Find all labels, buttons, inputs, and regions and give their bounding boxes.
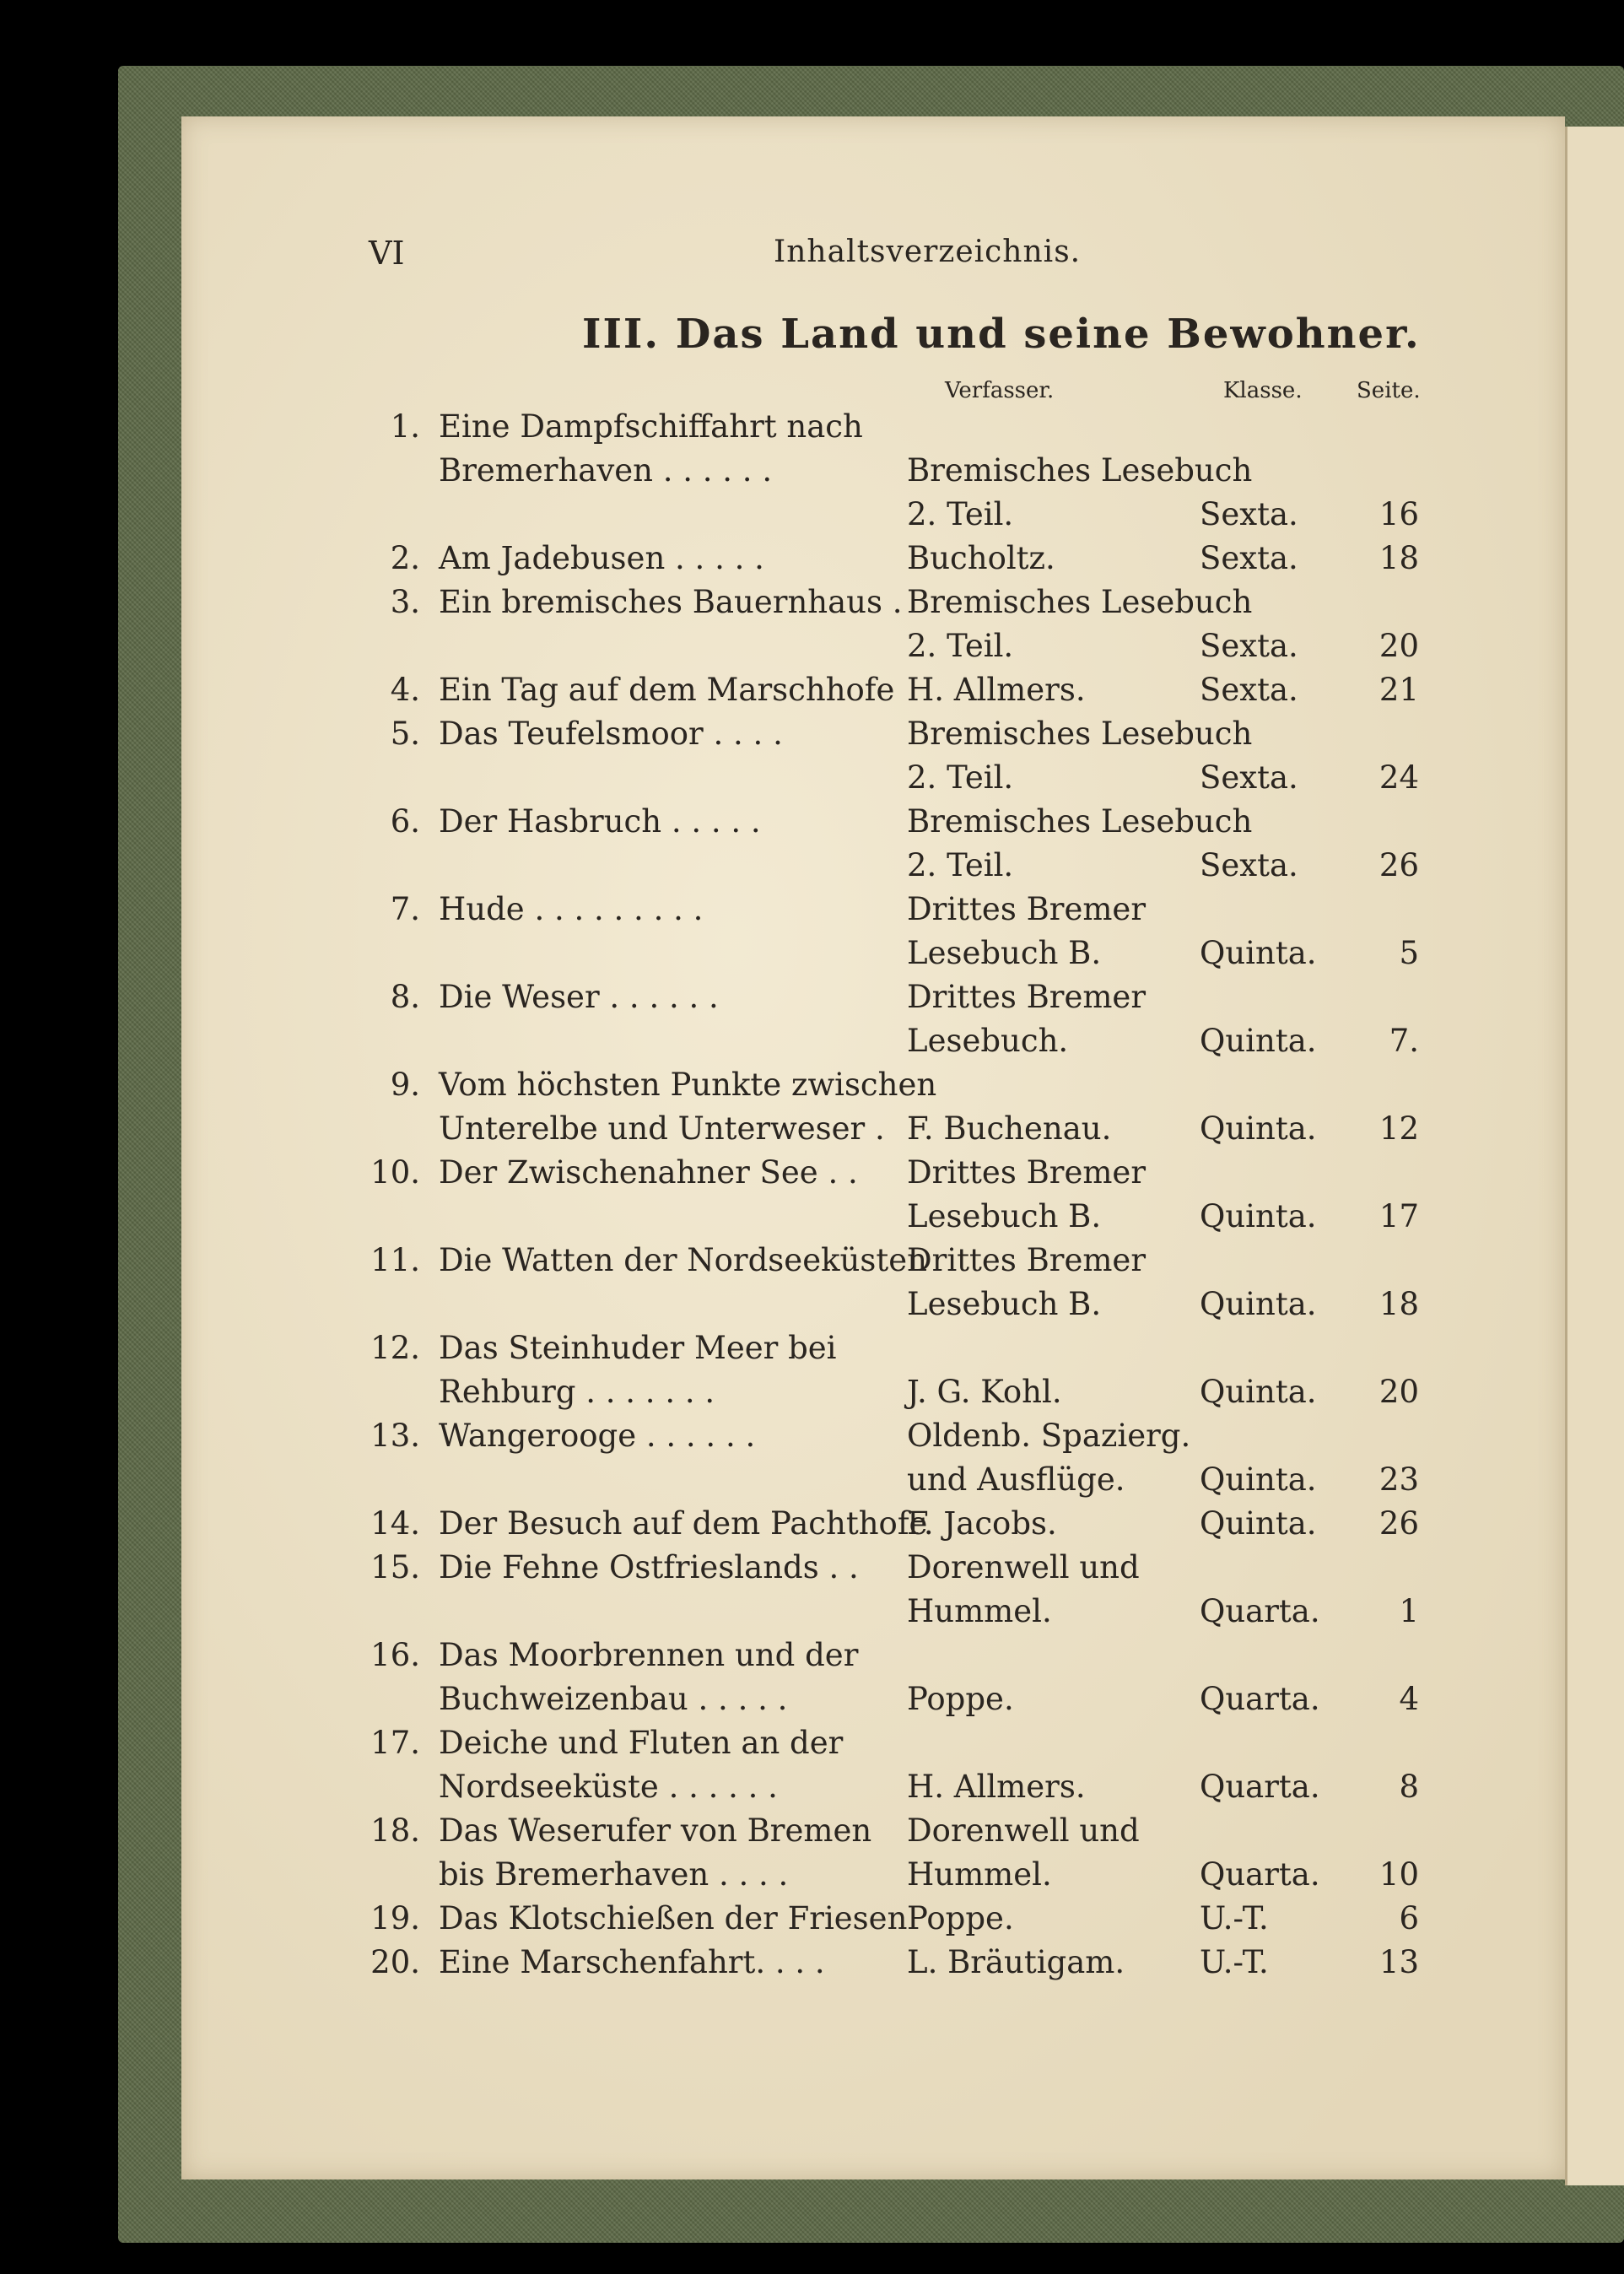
entry-number: 17. (370, 1725, 420, 1761)
entry-title: Der Hasbruch . . . . . (439, 803, 761, 840)
entry-author: H. Allmers. (907, 672, 1086, 708)
entry-number: 19. (370, 1900, 420, 1936)
entry-number: 12. (370, 1330, 420, 1366)
entry-page: 7. (1389, 1023, 1419, 1059)
entry-author: Oldenb. Spazierg. (907, 1418, 1191, 1454)
entry-number: 7. (390, 891, 420, 927)
entry-page: 10 (1379, 1856, 1419, 1893)
entry-title: Eine Marschenfahrt. . . . (439, 1944, 825, 1980)
entry-title: Am Jadebusen . . . . . (439, 540, 764, 576)
entry-page: 21 (1379, 672, 1419, 708)
entry-class: Quarta. (1200, 1856, 1320, 1893)
running-head: Inhaltsverzeichnis. (774, 235, 1082, 269)
entry-author: Poppe. (907, 1681, 1014, 1717)
page-number: VI (369, 235, 405, 272)
entry-page: 20 (1379, 1374, 1419, 1410)
entry-author: Dorenwell und (907, 1812, 1140, 1849)
entry-author: Poppe. (907, 1900, 1014, 1936)
entry-title: Der Besuch auf dem Pachthofe (439, 1505, 928, 1542)
entry-class: Quinta. (1200, 1286, 1317, 1322)
entry-page: 23 (1379, 1461, 1419, 1498)
entry-class: Sexta. (1200, 496, 1298, 532)
entry-author: J. G. Kohl. (907, 1374, 1062, 1410)
entry-title: Die Watten der Nordseeküsten (439, 1242, 927, 1278)
facing-page-edge (1565, 127, 1624, 2185)
entry-author: Drittes Bremer (907, 1242, 1147, 1278)
entry-author: und Ausflüge. (907, 1461, 1125, 1498)
entry-author: Bremisches Lesebuch (907, 803, 1253, 840)
entry-class: Quarta. (1200, 1681, 1320, 1717)
entry-page: 18 (1379, 1286, 1419, 1322)
entry-author: Dorenwell und (907, 1549, 1140, 1585)
entry-title: Die Weser . . . . . . (439, 979, 719, 1015)
entry-author: 2. Teil. (907, 759, 1014, 796)
entry-author: Bucholtz. (907, 540, 1055, 576)
entry-author: Bremisches Lesebuch (907, 584, 1253, 620)
entry-title: Buchweizenbau . . . . . (439, 1681, 788, 1717)
entry-page: 13 (1379, 1944, 1419, 1980)
entry-title: Deiche und Fluten an der (439, 1725, 844, 1761)
entry-author: Hummel. (907, 1856, 1052, 1893)
entry-number: 18. (370, 1812, 420, 1849)
entry-class: Sexta. (1200, 847, 1298, 883)
entry-title: Eine Dampfschiffahrt nach (439, 408, 863, 445)
entry-author: Lesebuch B. (907, 1198, 1102, 1234)
entry-number: 4. (390, 672, 420, 708)
entry-number: 5. (390, 716, 420, 752)
entry-number: 20. (370, 1944, 420, 1980)
entry-number: 10. (370, 1154, 420, 1191)
entry-page: 4 (1399, 1681, 1419, 1717)
entry-title: Rehburg . . . . . . . (439, 1374, 715, 1410)
entry-number: 8. (390, 979, 420, 1015)
entry-number: 11. (370, 1242, 420, 1278)
entry-class: Sexta. (1200, 759, 1298, 796)
entry-title: Das Teufelsmoor . . . . (439, 716, 783, 752)
entry-title: Bremerhaven . . . . . . (439, 452, 773, 489)
entry-class: U.-T. (1200, 1900, 1269, 1936)
entry-author: Drittes Bremer (907, 979, 1147, 1015)
entry-author: F. Jacobs. (907, 1505, 1057, 1542)
entry-author: 2. Teil. (907, 496, 1014, 532)
entry-class: Quinta. (1200, 1505, 1317, 1542)
entry-class: Quinta. (1200, 1461, 1317, 1498)
entry-number: 1. (390, 408, 420, 445)
entry-class: Sexta. (1200, 540, 1298, 576)
entry-page: 17 (1379, 1198, 1419, 1234)
entry-page: 16 (1379, 496, 1419, 532)
entry-author: H. Allmers. (907, 1769, 1086, 1805)
entry-class: Quinta. (1200, 1374, 1317, 1410)
entry-title: Das Klotschießen der Friesen (439, 1900, 908, 1936)
entry-title: Vom höchsten Punkte zwischen (439, 1067, 937, 1103)
entry-number: 13. (370, 1418, 420, 1454)
entry-title: Hude . . . . . . . . . (439, 891, 704, 927)
entry-page: 8 (1399, 1769, 1419, 1805)
column-header-author: Verfasser. (945, 378, 1055, 403)
entry-title: Das Moorbrennen und der (439, 1637, 859, 1673)
entry-author: L. Bräutigam. (907, 1944, 1125, 1980)
entry-author: Bremisches Lesebuch (907, 452, 1253, 489)
entry-number: 16. (370, 1637, 420, 1673)
entry-page: 26 (1379, 847, 1419, 883)
entry-title: Wangerooge . . . . . . (439, 1418, 756, 1454)
entry-author: Hummel. (907, 1593, 1052, 1629)
entry-class: Sexta. (1200, 628, 1298, 664)
entry-number: 14. (370, 1505, 420, 1542)
entry-number: 6. (390, 803, 420, 840)
entry-author: Bremisches Lesebuch (907, 716, 1253, 752)
entry-title: bis Bremerhaven . . . . (439, 1856, 789, 1893)
entry-class: Quarta. (1200, 1593, 1320, 1629)
entry-title: Ein bremisches Bauernhaus . (439, 584, 903, 620)
entry-page: 20 (1379, 628, 1419, 664)
entry-class: Sexta. (1200, 672, 1298, 708)
entry-class: Quarta. (1200, 1769, 1320, 1805)
entry-page: 1 (1399, 1593, 1419, 1629)
entry-number: 3. (390, 584, 420, 620)
entry-author: Lesebuch B. (907, 1286, 1102, 1322)
entry-page: 18 (1379, 540, 1419, 576)
entry-title: Ein Tag auf dem Marschhofe (439, 672, 895, 708)
entry-class: Quinta. (1200, 935, 1317, 971)
entry-author: Drittes Bremer (907, 1154, 1147, 1191)
entry-author: 2. Teil. (907, 628, 1014, 664)
entry-author: Drittes Bremer (907, 891, 1147, 927)
entry-number: 2. (390, 540, 420, 576)
entry-title: Nordseeküste . . . . . . (439, 1769, 778, 1805)
entry-class: Quinta. (1200, 1110, 1317, 1147)
entry-title: Der Zwischenahner See . . (439, 1154, 858, 1191)
column-header-page: Seite. (1357, 378, 1421, 403)
entry-page: 12 (1379, 1110, 1419, 1147)
entry-title: Die Fehne Ostfrieslands . . (439, 1549, 859, 1585)
entry-author: F. Buchenau. (907, 1110, 1112, 1147)
entry-number: 15. (370, 1549, 420, 1585)
entry-title: Unterelbe und Unterweser . (439, 1110, 885, 1147)
entry-title: Das Steinhuder Meer bei (439, 1330, 837, 1366)
entry-class: U.-T. (1200, 1944, 1269, 1980)
entry-page: 6 (1399, 1900, 1419, 1936)
entry-number: 9. (390, 1067, 420, 1103)
entry-page: 26 (1379, 1505, 1419, 1542)
entry-class: Quinta. (1200, 1198, 1317, 1234)
entry-page: 5 (1399, 935, 1419, 971)
entry-author: 2. Teil. (907, 847, 1014, 883)
entry-author: Lesebuch B. (907, 935, 1102, 971)
entry-class: Quinta. (1200, 1023, 1317, 1059)
entry-author: Lesebuch. (907, 1023, 1069, 1059)
entry-title: Das Weserufer von Bremen (439, 1812, 872, 1849)
entry-page: 24 (1379, 759, 1419, 796)
section-title: III. Das Land und seine Bewohner. (582, 311, 1421, 358)
column-header-class: Klasse. (1223, 378, 1303, 403)
